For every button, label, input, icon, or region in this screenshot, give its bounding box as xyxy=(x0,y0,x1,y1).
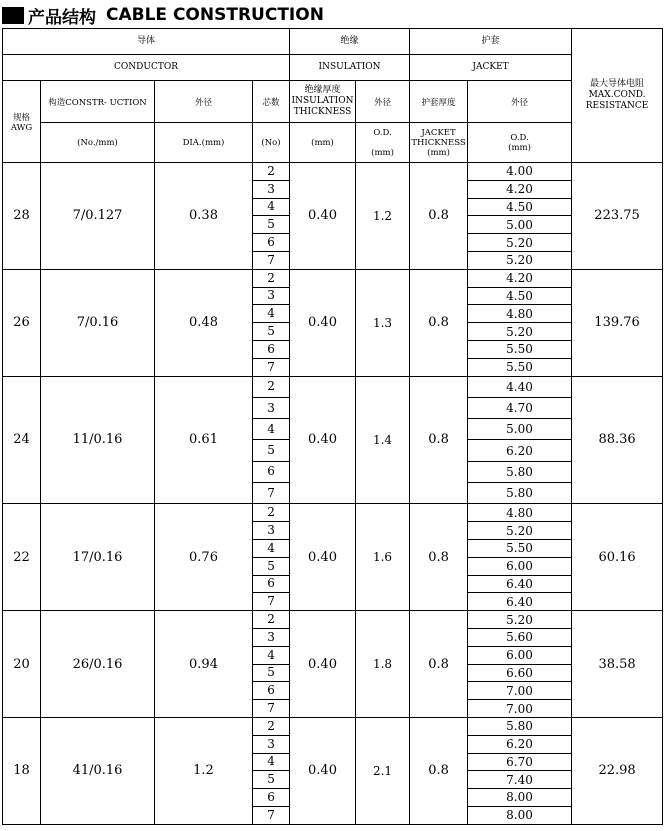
header-insulation-en: INSULATION xyxy=(290,55,410,81)
cores-cell: 4 xyxy=(253,539,290,557)
insulation-od-cell: 1.3 xyxy=(356,269,410,376)
title-zh: 产品结构 xyxy=(28,7,96,28)
table-body xyxy=(3,163,663,825)
jacket-od-cell: 6.00 xyxy=(468,557,572,575)
table-row xyxy=(3,163,663,181)
header-constr: 构造CONSTR- UCTION xyxy=(41,81,155,123)
jacket-thickness-cell: 0.8 xyxy=(410,163,468,270)
unit-constr: (No./mm) xyxy=(41,123,155,163)
table-row xyxy=(3,611,663,629)
insulation-od-cell: 1.8 xyxy=(356,611,410,718)
cores-cell: 5 xyxy=(253,771,290,789)
jacket-od-cell: 7.00 xyxy=(468,700,572,718)
cores-cell: 3 xyxy=(253,397,290,418)
insulation-thickness-cell: 0.40 xyxy=(290,504,356,611)
header-ins-od: 外径 xyxy=(356,81,410,123)
cores-cell: 2 xyxy=(253,504,290,522)
jacket-od-cell: 5.00 xyxy=(468,216,572,234)
jacket-od-cell: 6.40 xyxy=(468,593,572,611)
header-ins-thick xyxy=(290,81,356,123)
resistance-cell: 139.76 xyxy=(572,269,663,376)
insulation-thickness-cell: 0.40 xyxy=(290,717,356,824)
cores-cell: 3 xyxy=(253,522,290,540)
jacket-od-cell: 4.80 xyxy=(468,305,572,323)
diameter-cell: 0.61 xyxy=(155,376,253,504)
jacket-od-cell: 4.50 xyxy=(468,198,572,216)
cores-cell: 7 xyxy=(253,251,290,269)
header-insulation-zh: 绝缘 xyxy=(290,29,410,55)
jacket-od-cell: 6.00 xyxy=(468,646,572,664)
construction-cell: 11/0.16 xyxy=(41,376,155,504)
cores-cell: 6 xyxy=(253,789,290,807)
header-awg xyxy=(3,81,41,163)
cable-construction-table xyxy=(2,28,663,825)
awg-cell: 22 xyxy=(3,504,41,611)
jacket-od-cell: 8.00 xyxy=(468,806,572,824)
cores-cell: 3 xyxy=(253,180,290,198)
jacket-od-cell: 5.20 xyxy=(468,234,572,252)
cores-cell: 7 xyxy=(253,806,290,824)
awg-cell: 26 xyxy=(3,269,41,376)
jacket-od-cell: 7.00 xyxy=(468,682,572,700)
cores-cell: 5 xyxy=(253,440,290,461)
cores-cell: 6 xyxy=(253,682,290,700)
header-ins-thick-text: 绝缘厚度 INSULATION THICKNESS xyxy=(291,85,354,117)
header-jacket-en: JACKET xyxy=(410,55,572,81)
jacket-od-cell: 5.80 xyxy=(468,483,572,504)
page-title xyxy=(2,3,324,27)
jacket-od-cell: 5.80 xyxy=(468,717,572,735)
awg-cell: 18 xyxy=(3,717,41,824)
jacket-od-cell: 5.20 xyxy=(468,251,572,269)
jacket-thickness-cell: 0.8 xyxy=(410,269,468,376)
insulation-od-cell: 1.2 xyxy=(356,163,410,270)
cores-cell: 6 xyxy=(253,340,290,358)
jacket-thickness-cell: 0.8 xyxy=(410,717,468,824)
jacket-od-cell: 6.20 xyxy=(468,735,572,753)
diameter-cell: 0.76 xyxy=(155,504,253,611)
jacket-od-cell: 5.20 xyxy=(468,323,572,341)
cores-cell: 2 xyxy=(253,376,290,397)
insulation-thickness-cell: 0.40 xyxy=(290,269,356,376)
black-square-icon xyxy=(2,7,24,24)
jacket-od-cell: 5.20 xyxy=(468,522,572,540)
jacket-od-cell: 5.20 xyxy=(468,611,572,629)
table-row xyxy=(3,717,663,735)
cores-cell: 3 xyxy=(253,287,290,305)
jacket-od-cell: 5.80 xyxy=(468,461,572,482)
insulation-od-cell: 2.1 xyxy=(356,717,410,824)
cores-cell: 7 xyxy=(253,358,290,376)
unit-cores: (No) xyxy=(253,123,290,163)
cores-cell: 4 xyxy=(253,646,290,664)
diameter-cell: 0.94 xyxy=(155,611,253,718)
awg-cell: 20 xyxy=(3,611,41,718)
insulation-od-cell: 1.4 xyxy=(356,376,410,504)
header-conductor-zh: 导体 xyxy=(3,29,290,55)
construction-cell: 26/0.16 xyxy=(41,611,155,718)
title-en: CABLE CONSTRUCTION xyxy=(106,5,324,25)
unit-jk-thick-text: JACKET THICKNESS (mm) xyxy=(411,127,466,158)
construction-cell: 7/0.127 xyxy=(41,163,155,270)
cores-cell: 2 xyxy=(253,611,290,629)
cores-cell: 3 xyxy=(253,735,290,753)
resistance-cell: 60.16 xyxy=(572,504,663,611)
jacket-od-cell: 5.60 xyxy=(468,628,572,646)
unit-ins-thick: (mm) xyxy=(290,123,356,163)
cores-cell: 7 xyxy=(253,593,290,611)
cores-cell: 4 xyxy=(253,753,290,771)
jacket-od-cell: 6.70 xyxy=(468,753,572,771)
header-jk-thick: 护套厚度 xyxy=(410,81,468,123)
table-row xyxy=(3,269,663,287)
resistance-cell: 88.36 xyxy=(572,376,663,504)
header-awg-text: 规格 AWG xyxy=(10,112,33,133)
construction-cell: 7/0.16 xyxy=(41,269,155,376)
unit-dia: DIA.(mm) xyxy=(155,123,253,163)
unit-jk-od xyxy=(468,123,572,163)
header-resistance-text: 最大导体电阻 MAX.COND. RESISTANCE xyxy=(585,79,649,111)
table-row xyxy=(3,504,663,522)
insulation-od-cell: 1.6 xyxy=(356,504,410,611)
header-cores: 芯数 xyxy=(253,81,290,123)
resistance-cell: 38.58 xyxy=(572,611,663,718)
jacket-od-cell: 5.50 xyxy=(468,358,572,376)
cores-cell: 7 xyxy=(253,483,290,504)
jacket-od-cell: 4.80 xyxy=(468,504,572,522)
jacket-od-cell: 5.50 xyxy=(468,340,572,358)
construction-cell: 17/0.16 xyxy=(41,504,155,611)
cores-cell: 2 xyxy=(253,163,290,181)
cores-cell: 5 xyxy=(253,664,290,682)
cores-cell: 3 xyxy=(253,628,290,646)
awg-cell: 24 xyxy=(3,376,41,504)
jacket-od-cell: 7.40 xyxy=(468,771,572,789)
construction-cell: 41/0.16 xyxy=(41,717,155,824)
cores-cell: 5 xyxy=(253,216,290,234)
unit-ins-od xyxy=(356,123,410,163)
insulation-thickness-cell: 0.40 xyxy=(290,163,356,270)
cores-cell: 4 xyxy=(253,305,290,323)
jacket-od-cell: 6.60 xyxy=(468,664,572,682)
jacket-od-cell: 6.40 xyxy=(468,575,572,593)
header-jk-od: 外径 xyxy=(468,81,572,123)
jacket-thickness-cell: 0.8 xyxy=(410,504,468,611)
cores-cell: 7 xyxy=(253,700,290,718)
unit-jk-thick xyxy=(410,123,468,163)
header-conductor-en: CONDUCTOR xyxy=(3,55,290,81)
cores-cell: 4 xyxy=(253,419,290,440)
resistance-cell: 22.98 xyxy=(572,717,663,824)
header-resistance xyxy=(572,29,663,163)
cores-cell: 2 xyxy=(253,717,290,735)
header-dia: 外径 xyxy=(155,81,253,123)
resistance-cell: 223.75 xyxy=(572,163,663,270)
cores-cell: 6 xyxy=(253,575,290,593)
insulation-thickness-cell: 0.40 xyxy=(290,611,356,718)
jacket-od-cell: 4.50 xyxy=(468,287,572,305)
jacket-od-cell: 5.00 xyxy=(468,419,572,440)
jacket-od-cell: 6.20 xyxy=(468,440,572,461)
jacket-od-cell: 8.00 xyxy=(468,789,572,807)
jacket-od-cell: 4.00 xyxy=(468,163,572,181)
jacket-thickness-cell: 0.8 xyxy=(410,611,468,718)
cores-cell: 4 xyxy=(253,198,290,216)
cores-cell: 5 xyxy=(253,557,290,575)
awg-cell: 28 xyxy=(3,163,41,270)
header-jacket-zh: 护套 xyxy=(410,29,572,55)
unit-jk-od-text: O.D. (mm) xyxy=(508,132,531,153)
jacket-od-cell: 4.70 xyxy=(468,397,572,418)
cores-cell: 6 xyxy=(253,234,290,252)
jacket-od-cell: 5.50 xyxy=(468,539,572,557)
cores-cell: 5 xyxy=(253,323,290,341)
cores-cell: 6 xyxy=(253,461,290,482)
jacket-od-cell: 4.20 xyxy=(468,269,572,287)
jacket-od-cell: 4.20 xyxy=(468,180,572,198)
jacket-thickness-cell: 0.8 xyxy=(410,376,468,504)
diameter-cell: 0.38 xyxy=(155,163,253,270)
diameter-cell: 1.2 xyxy=(155,717,253,824)
unit-ins-od-text: O.D. (mm) xyxy=(371,127,394,158)
cores-cell: 2 xyxy=(253,269,290,287)
jacket-od-cell: 4.40 xyxy=(468,376,572,397)
insulation-thickness-cell: 0.40 xyxy=(290,376,356,504)
diameter-cell: 0.48 xyxy=(155,269,253,376)
table-row xyxy=(3,376,663,397)
